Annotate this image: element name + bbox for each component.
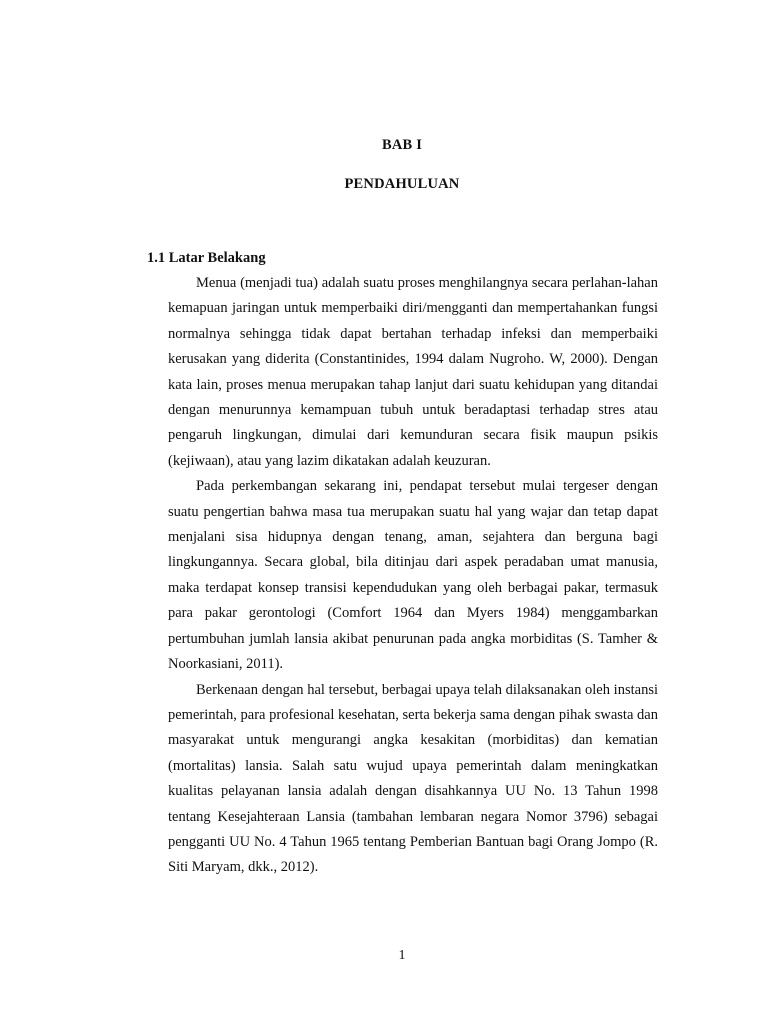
paragraph-3: Berkenaan dengan hal tersebut, berbagai upaya telah dilaksanakan oleh instansi pemerintah, para profesional kesehatan, serta bekerja sama dengan pihak swasta dan masyarakat untuk mengurangi angka kesakitan (morbiditas) dan kematian (mortalitas) lansia. Salah satu wujud upaya pemerintah dalam meningkatkan kualitas pelayanan lansia adalah dengan disahkannya UU No. 13 Tahun 1998 tentang Kesejahteraan Lansia (tambahan lembaran negara Nomor 3796) sebagai pengganti UU No. 4 Tahun 1965 tentang Pemberian Bantuan bagi Orang Jompo (R. Siti Maryam, dkk., 2012). (168, 681, 658, 876)
chapter-number: BAB I (381, 137, 423, 153)
section-heading: 1.1 Latar Belakang (147, 250, 266, 266)
paragraph-2: Pada perkembangan sekarang ini, pendapat tersebut mulai tergeser dengan suatu pengertian bahwa masa tua merupakan suatu hal yang wajar dan tetap dapat menjalani sisa hidupnya dengan tenang, aman, sejahtera dan berguna bagi lingkungannya. Secara global, bila ditinjau dari aspek peradaban umat manusia, maka terdapat konsep transisi kependudukan yang oleh berbagai pakar, termasuk para pakar gerontologi (Comfort 1964 dan Myers 1984) menggambarkan pertumbuhan jumlah lansia akibat penurunan pada angka morbiditas (S. Tamher & Noorkasiani, 2011). (168, 478, 658, 673)
body-text (168, 271, 658, 881)
page-number: 1 (398, 948, 406, 963)
paragraph-1: Menua (menjadi tua) adalah suatu proses menghilangnya secara perlahan-lahan kemapuan jaringan untuk memperbaiki diri/mengganti dan mempertahankan fungsi normalnya sehingga tidak dapat bertahan terhadap infeksi dan memperbaiki kerusakan yang diderita (Constantinides, 1994 dalam Nugroho. W, 2000). Dengan kata lain, proses menua merupakan tahap lanjut dari suatu kehidupan yang ditandai dengan menurunnya kemampuan tubuh untuk beradaptasi terhadap stres atau pengaruh lingkungan, dimulai dari kemunduran secara fisik maupun psikis (kejiwaan), atau yang lazim dikatakan adalah keuzuran. (168, 275, 658, 469)
chapter-title: PENDAHULUAN (344, 176, 460, 192)
